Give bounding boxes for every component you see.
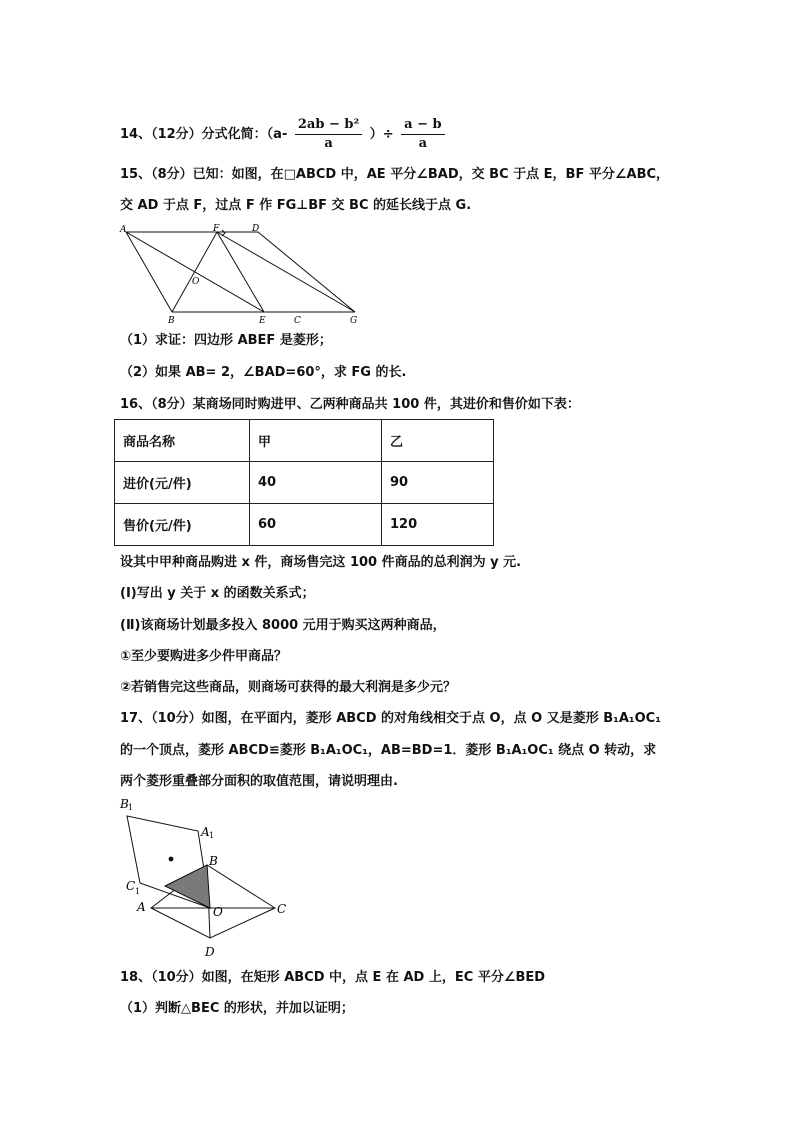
table-row [115,462,494,504]
q14-label: 14、（12分）分式化简：（a- [120,127,288,142]
q15-label-f: F [213,224,220,234]
q18-part-1: （1）判断△BEC 的形状，并加以证明； [120,1001,354,1016]
q16-price-table [114,419,494,546]
q17-label-a1: A [201,825,210,839]
q15-label-c: C [294,316,301,326]
q14-fraction-1 [295,116,362,153]
q16-line-2: (Ⅰ)写出 y 关于 x 的函数关系式； [120,586,315,601]
q17-label-d: D [205,945,215,959]
q17-label-b: B [209,854,218,868]
table-cell: 120 [382,504,494,546]
table-header-cell: 甲 [250,420,382,462]
q15-part-2: （2）如果 AB= 2，∠BAD=60°，求 FG 的长. [120,365,407,380]
table-cell: 40 [250,462,382,504]
q15-label-d: D [252,224,260,234]
table-cell: 90 [382,462,494,504]
q17-line-3: 两个菱形重叠部分面积的取值范围，请说明理由. [120,774,398,789]
q14-mid: ）÷ [369,127,394,142]
q16-line-4: ①至少要购进多少件甲商品？ [120,649,288,664]
q14-numerator-2: a − b [401,116,444,135]
q17-figure [118,795,298,963]
q16-line-1: 设其中甲种商品购进 x 件，商场售完这 100 件商品的总利润为 y 元. [120,555,522,570]
table-cell: 售价(元/件) [115,504,250,546]
q15-label-g: G [350,316,358,326]
q17-label-a1-sub: 1 [209,831,215,840]
q17-label-c1-sub: 1 [135,887,141,896]
q14-numerator-1: 2ab − b² [295,116,362,135]
q15-figure [118,222,368,326]
q14-fraction-2 [401,116,444,153]
q17-label-c: C [277,902,287,916]
q14-denominator-1: a [324,136,333,151]
q15-label-o: O [192,277,200,287]
q17-label-b1: B [120,797,129,811]
q17-line-2: 的一个顶点，菱形 ABCD≌菱形 B₁A₁OC₁，AB=BD=1．菱形 B₁A₁OC₁ 绕点 O 转动，求 [120,743,657,758]
table-header-cell: 商品名称 [115,420,250,462]
q15-label-a: A [120,225,127,235]
q17-label-c1: C [126,879,136,893]
q15-label-e: E [259,316,266,326]
q17-label-o: O [213,905,223,919]
table-cell: 进价(元/件) [115,462,250,504]
q15-label-b: B [168,316,175,326]
table-header-cell: 乙 [382,420,494,462]
table-cell: 60 [250,504,382,546]
table-header-row [115,420,494,462]
q17-label-a: A [137,900,146,914]
q18-line-1: 18、（10分）如图，在矩形 ABCD 中，点 E 在 AD 上，EC 平分∠BED [120,970,546,985]
table-row [115,504,494,546]
q15-part-1: （1）求证：四边形 ABEF 是菱形； [120,333,332,348]
q16-line-5: ②若销售完这些商品，则商场可获得的最大利润是多少元？ [120,680,457,695]
q14-denominator-2: a [418,136,428,151]
q16-intro: 16、（8分）某商场同时购进甲、乙两种商品共 100 件，其进价和售价如下表： [120,397,580,412]
q15-line-2: 交 AD 于点 F，过点 F 作 FG⊥BF 交 BC 的延长线于点 G. [120,198,472,213]
q17-line-1: 17、（10分）如图，在平面内，菱形 ABCD 的对角线相交于点 O，点 O 又是菱形 B₁A₁OC₁ [120,711,661,726]
q16-line-3: (Ⅱ)该商场计划最多投入 8000 元用于购买这两种商品， [120,618,446,633]
q15-line-1: 15、（8分）已知：如图，在□ABCD 中，AE 平分∠BAD，交 BC 于点 E，BF 平分∠ABC， [120,167,670,182]
q17-label-b1-sub: 1 [128,803,134,812]
q14 [120,116,448,153]
